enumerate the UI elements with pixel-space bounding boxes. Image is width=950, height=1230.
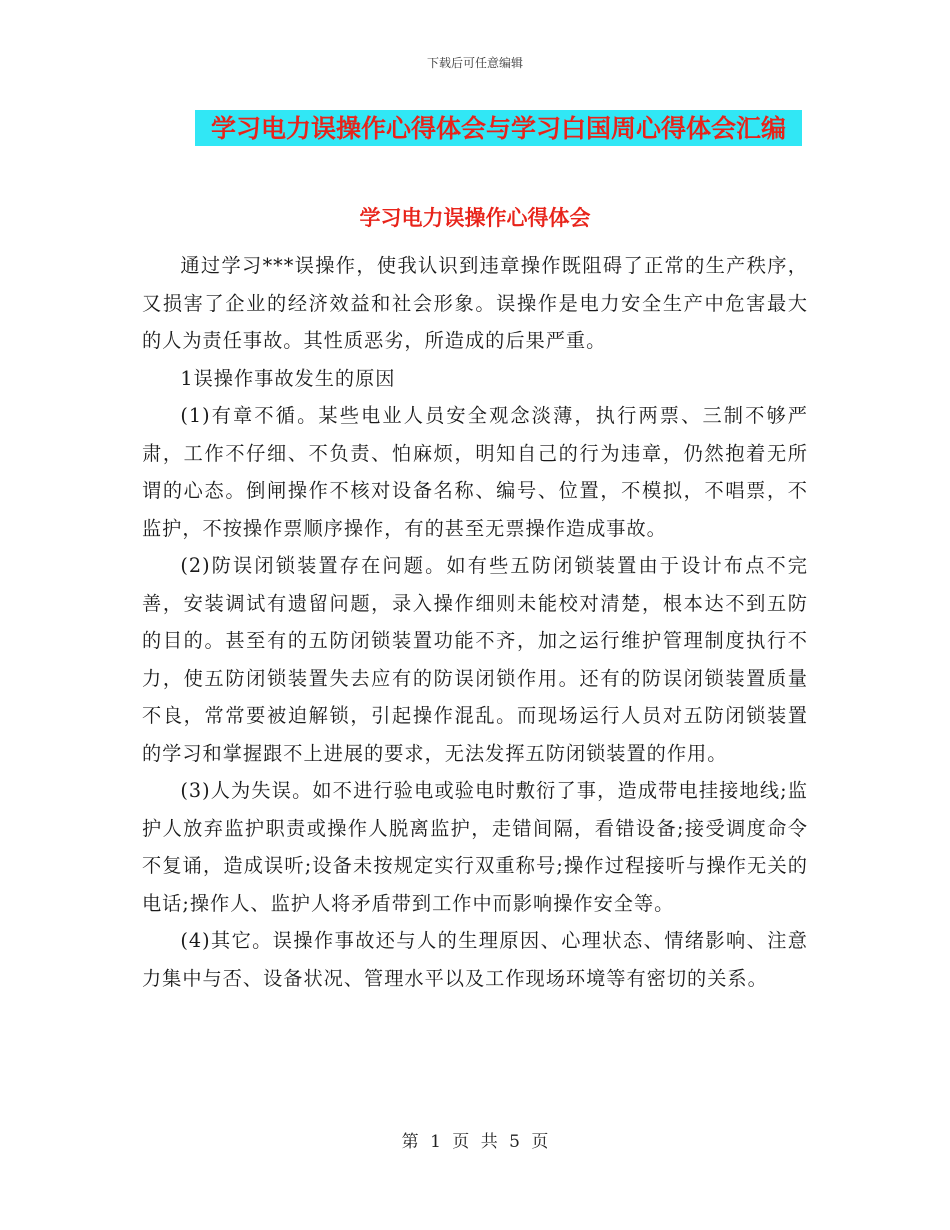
paragraph: (4)其它。误操作事故还与人的生理原因、心理状态、情绪影响、注意力集中与否、设备状况、管理水平以及工作现场环境等有密切的关系。	[142, 929, 808, 990]
paragraph: 通过学习***误操作，使我认识到违章操作既阻碍了正常的生产秩序，又损害了企业的经济效益和社会形象。误操作是电力安全生产中危害最大的人为责任事故。其性质恶劣，所造成的后果严重。	[142, 254, 808, 352]
page-number-footer: 第 1 页 共 5 页	[401, 1132, 549, 1152]
paragraph: (1)有章不循。某些电业人员安全观念淡薄，执行两票、三制不够严肃，工作不仔细、不负责、怕麻烦，明知自己的行为违章，仍然抱着无所谓的心态。倒闸操作不核对设备名称、编号、位置，不模拟，不唱票，不监护，不按操作票顺序操作，有的甚至无票操作造成事故。	[142, 404, 808, 540]
document-title: 学习电力误操作心得体会与学习白国周心得体会汇编	[210, 114, 786, 143]
paragraph: 1误操作事故发生的原因	[180, 366, 396, 390]
paragraph: (2)防误闭锁装置存在问题。如有些五防闭锁装置由于设计布点不完善，安装调试有遗留问题，录入操作细则未能校对清楚，根本达不到五防的目的。甚至有的五防闭锁装置功能不齐，加之运行维护管理制度执行不力，使五防闭锁装置失去应有的防误闭锁作用。还有的防误闭锁装置质量不良，常常要被迫解锁，引起操作混乱。而现场运行人员对五防闭锁装置的学习和掌握跟不上进展的要求，无法发挥五防闭锁装置的作用。	[142, 554, 808, 765]
header-note: 下载后可任意编辑	[426, 56, 523, 70]
section-title: 学习电力误操作心得体会	[359, 206, 591, 230]
paragraph: (3)人为失误。如不进行验电或验电时敷衍了事，造成带电挂接地线;监护人放弃监护职责或操作人脱离监护，走错间隔，看错设备;接受调度命令不复诵，造成误听;设备未按规定实行双重称号;操作过程接听与操作无关的电话;操作人、监护人将矛盾带到工作中而影响操作安全等。	[142, 779, 808, 915]
document-body	[142, 247, 808, 997]
